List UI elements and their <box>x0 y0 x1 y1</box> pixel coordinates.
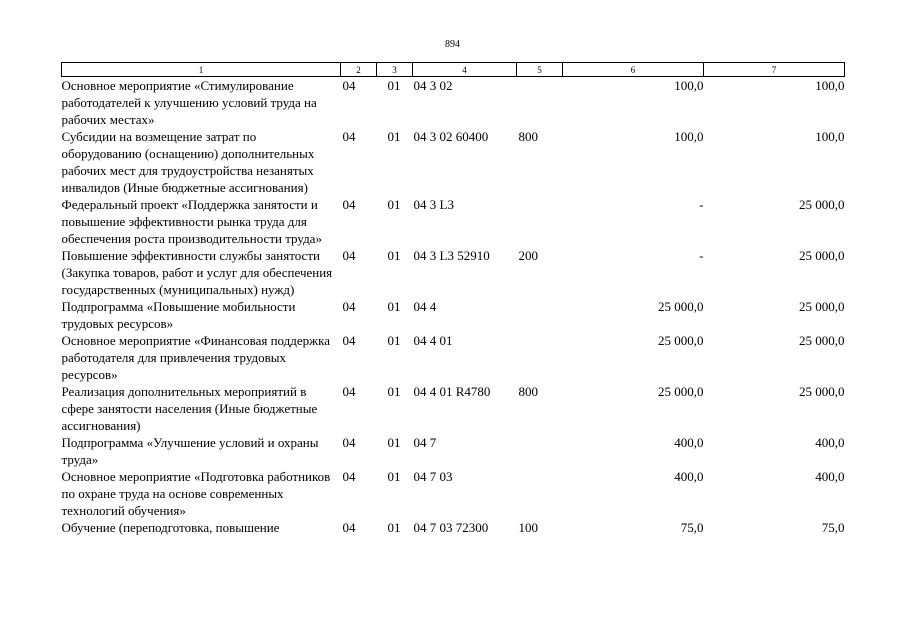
row-name: Обучение (переподготовка, повышение <box>61 520 280 535</box>
row-amount-2: 400,0 <box>815 435 845 450</box>
row-subchapter: 01 <box>387 384 401 399</box>
header-col-7: 7 <box>704 63 845 77</box>
header-col-1: 1 <box>62 63 341 77</box>
row-target-code: 04 4 01 R4780 <box>413 384 491 399</box>
row-amount-1: 25 000,0 <box>658 384 704 399</box>
row-target-code: 04 7 03 <box>413 469 453 484</box>
row-name: Реализация дополнительных мероприятий в сфере занятости населения (Иные бюджетные ассигнования) <box>61 384 318 433</box>
row-target-code: 04 4 <box>413 299 437 314</box>
table-row <box>62 196 845 247</box>
row-amount-1: 100,0 <box>674 129 704 144</box>
row-amount-2: 400,0 <box>815 469 845 484</box>
row-target-code: 04 3 L3 <box>413 197 454 212</box>
row-target-code: 04 7 03 72300 <box>413 520 489 535</box>
table-row <box>62 434 845 468</box>
row-subchapter: 01 <box>387 520 401 535</box>
row-expense-type: 100 <box>518 520 538 535</box>
row-amount-1: - <box>699 197 704 212</box>
row-chapter: 04 <box>342 333 356 348</box>
row-subchapter: 01 <box>387 129 401 144</box>
row-amount-2: 25 000,0 <box>799 197 845 212</box>
header-row <box>62 63 845 77</box>
row-subchapter: 01 <box>387 78 401 93</box>
row-expense-type: 800 <box>518 384 538 399</box>
row-expense-type <box>517 196 563 247</box>
row-chapter: 04 <box>342 469 356 484</box>
row-amount-2: 25 000,0 <box>799 384 845 399</box>
row-amount-1: 100,0 <box>674 78 704 93</box>
row-name: Основное мероприятие «Стимулирование работодателей к улучшению условий труда на рабочих местах» <box>61 78 317 127</box>
row-name: Основное мероприятие «Финансовая поддержка работодателя для привлечения трудовых ресурсов» <box>61 333 331 382</box>
row-subchapter: 01 <box>387 299 401 314</box>
row-chapter: 04 <box>342 520 356 535</box>
row-target-code: 04 3 L3 52910 <box>413 248 490 263</box>
row-chapter: 04 <box>342 248 356 263</box>
row-amount-2: 25 000,0 <box>799 248 845 263</box>
row-chapter: 04 <box>342 435 356 450</box>
table-row <box>62 383 845 434</box>
row-subchapter: 01 <box>387 248 401 263</box>
table-row <box>62 77 845 129</box>
row-name: Субсидии на возмещение затрат по оборудованию (оснащению) дополнительных рабочих мест для трудоустройства незанятых инвалидов (Иные бюджетные ассигнования) <box>61 129 315 195</box>
row-expense-type <box>517 434 563 468</box>
row-expense-type: 800 <box>518 129 538 144</box>
table-row <box>62 298 845 332</box>
row-amount-2: 25 000,0 <box>799 299 845 314</box>
row-expense-type: 200 <box>518 248 538 263</box>
row-name: Основное мероприятие «Подготовка работников по охране труда на основе современных технологий обучения» <box>61 469 331 518</box>
header-col-2: 2 <box>341 63 377 77</box>
row-amount-1: - <box>699 248 704 263</box>
row-amount-2: 75,0 <box>821 520 845 535</box>
row-chapter: 04 <box>342 78 356 93</box>
row-expense-type <box>517 298 563 332</box>
row-chapter: 04 <box>342 129 356 144</box>
header-col-4: 4 <box>413 63 517 77</box>
table-row <box>62 128 845 196</box>
row-name: Подпрограмма «Повышение мобильности трудовых ресурсов» <box>61 299 296 331</box>
row-target-code: 04 4 01 <box>413 333 453 348</box>
header-col-3: 3 <box>377 63 413 77</box>
row-amount-1: 25 000,0 <box>658 299 704 314</box>
row-amount-2: 100,0 <box>815 78 845 93</box>
row-target-code: 04 3 02 60400 <box>413 129 489 144</box>
row-name: Подпрограмма «Улучшение условий и охраны труда» <box>61 435 319 467</box>
row-amount-1: 400,0 <box>674 469 704 484</box>
header-col-6: 6 <box>563 63 704 77</box>
row-amount-2: 25 000,0 <box>799 333 845 348</box>
row-amount-1: 75,0 <box>680 520 704 535</box>
budget-table <box>61 62 845 536</box>
row-amount-1: 400,0 <box>674 435 704 450</box>
row-chapter: 04 <box>342 384 356 399</box>
row-target-code: 04 7 <box>413 435 437 450</box>
page-number: 894 <box>445 39 460 50</box>
table-body <box>62 77 845 537</box>
row-subchapter: 01 <box>387 333 401 348</box>
header-col-5: 5 <box>517 63 563 77</box>
row-amount-1: 25 000,0 <box>658 333 704 348</box>
row-expense-type <box>517 468 563 519</box>
table-row <box>62 519 845 536</box>
table-row <box>62 468 845 519</box>
row-chapter: 04 <box>342 197 356 212</box>
table-header <box>62 63 845 77</box>
row-expense-type <box>517 332 563 383</box>
table-row <box>62 332 845 383</box>
row-subchapter: 01 <box>387 197 401 212</box>
row-subchapter: 01 <box>387 435 401 450</box>
row-target-code: 04 3 02 <box>413 78 453 93</box>
row-name: Повышение эффективности службы занятости (Закупка товаров, работ и услуг для обеспечения государственных (муниципальных) нужд) <box>61 248 333 297</box>
row-subchapter: 01 <box>387 469 401 484</box>
row-amount-2: 100,0 <box>815 129 845 144</box>
row-expense-type <box>517 77 563 129</box>
row-name: Федеральный проект «Поддержка занятости и повышение эффективности рынка труда для обеспечения роста производительности труда» <box>61 197 322 246</box>
row-chapter: 04 <box>342 299 356 314</box>
table-row <box>62 247 845 298</box>
